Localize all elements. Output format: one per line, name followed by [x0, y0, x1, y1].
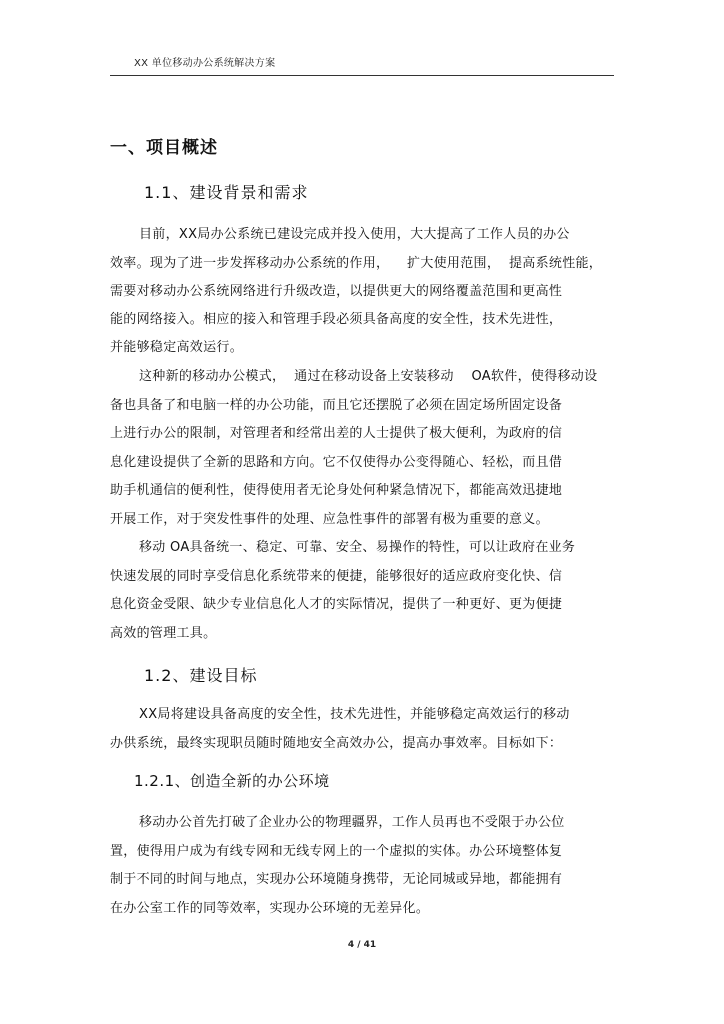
paragraph-line: 能的网络接入。相应的接入和管理手段必须具备高度的安全性，技术先进性， — [110, 312, 563, 327]
paragraph-line: 效率。现为了进一步发挥移动办公系统的作用， 扩大使用范围， 提高系统性能， — [110, 256, 603, 271]
paragraph-line: 置，使得用户成为有线专网和无线专网上的一个虚拟的实体。办公环境整体复 — [110, 844, 563, 859]
paragraph-line: 息化资金受限、缺少专业信息化人才的实际情况，提供了一种更好、更为便捷 — [110, 597, 563, 612]
paragraph-line: 制于不同的时间与地点，实现办公环境随身携带，无论同城或异地，都能拥有 — [110, 872, 563, 887]
page-number: 4 / 41 — [347, 940, 377, 950]
paragraph-line: XX局将建设具备高度的安全性，技术先进性，并能够稳定高效运行的移动 — [139, 707, 570, 722]
paragraph-line: 开展工作，对于突发性事件的处理、应急性事件的部署有极为重要的意义。 — [110, 512, 549, 527]
paragraph-line: 这种新的移动办公模式， 通过在移动设备上安装移动 OA软件，使得移动设 — [139, 369, 598, 384]
header-divider — [110, 75, 614, 76]
page-header-title: XX 单位移动办公系统解决方案 — [134, 58, 276, 69]
paragraph-line: 办供系统，最终实现职员随时随地安全高效办公，提高办事效率。目标如下： — [110, 736, 563, 751]
subsection-heading-background: 1.1、建设背景和需求 — [144, 183, 309, 202]
paragraph-line: 息化建设提供了全新的思路和方向。它不仅使得办公变得随心、轻松，而且借 — [110, 455, 563, 470]
paragraph-line: 助手机通信的便利性，使得使用者无论身处何种紧急情况下，都能高效迅捷地 — [110, 483, 563, 498]
paragraph-line: 上进行办公的限制，对管理者和经常出差的人士提供了极大便利，为政府的信 — [110, 426, 563, 441]
subsubsection-heading-environment: 1.2.1、创造全新的办公环境 — [134, 772, 330, 790]
paragraph-line: 在办公室工作的同等效率，实现办公环境的无差异化。 — [110, 901, 430, 916]
paragraph-line: 备也具备了和电脑一样的办公功能，而且它还摆脱了必须在固定场所固定设备 — [110, 398, 563, 413]
subsection-heading-goals: 1.2、建设目标 — [144, 666, 258, 685]
paragraph-line: 快速发展的同时享受信息化系统带来的便捷，能够很好的适应政府变化快、信 — [110, 569, 563, 584]
paragraph-line: 移动办公首先打破了企业办公的物理疆界，工作人员再也不受限于办公位 — [139, 815, 565, 830]
paragraph-line: 需要对移动办公系统网络进行升级改造，以提供更大的网络覆盖范围和更高性 — [110, 284, 563, 299]
paragraph-line: 并能够稳定高效运行。 — [110, 340, 244, 355]
paragraph-line: 高效的管理工具。 — [110, 626, 217, 641]
paragraph-line: 目前，XX局办公系统已建设完成并投入使用，大大提高了工作人员的办公 — [139, 227, 570, 242]
paragraph-line: 移动 OA具备统一、稳定、可靠、安全、易操作的特性，可以让政府在业务 — [139, 540, 576, 555]
section-heading-overview: 一、项目概述 — [110, 138, 218, 158]
